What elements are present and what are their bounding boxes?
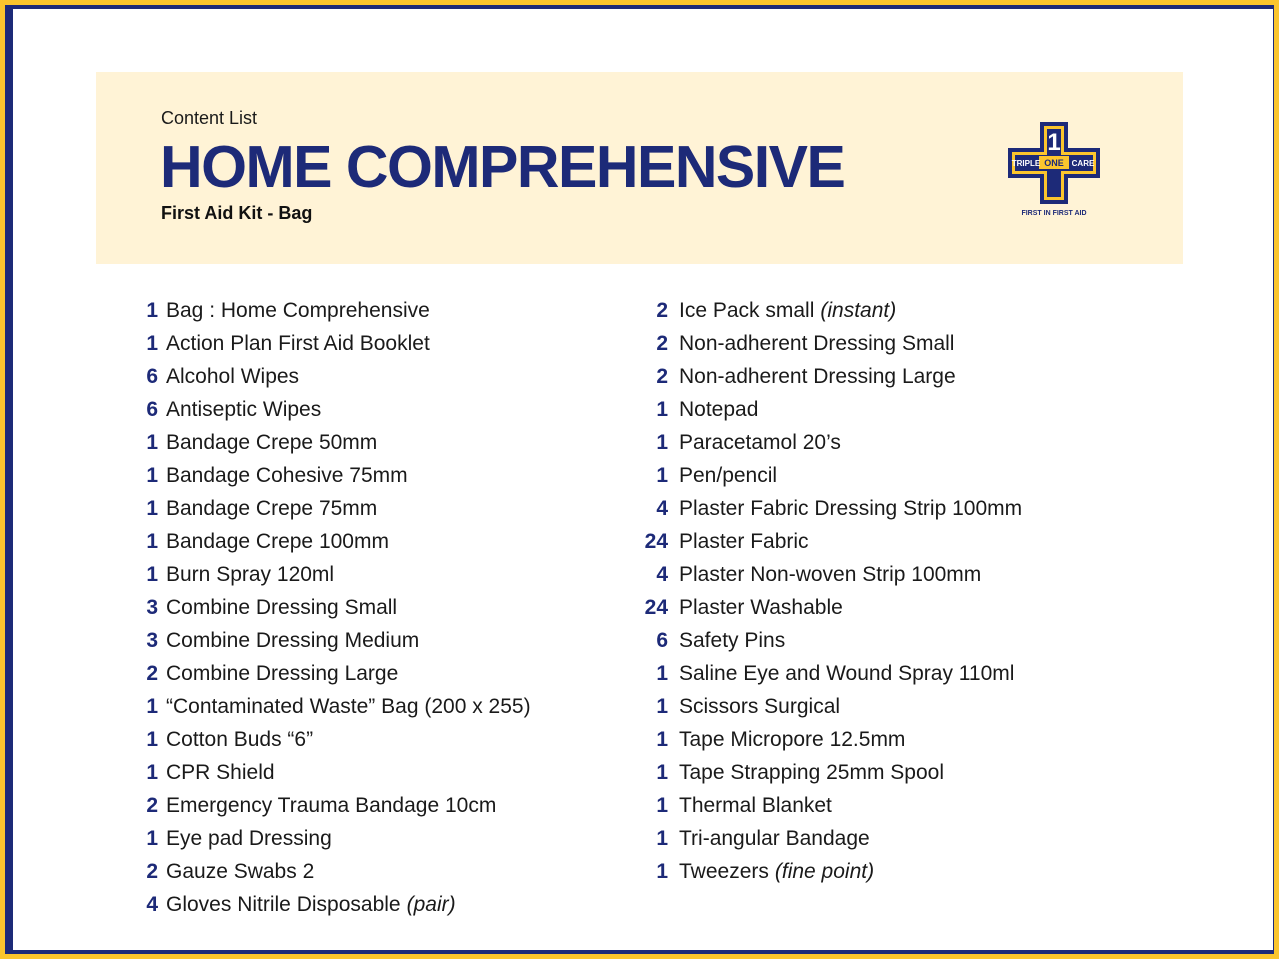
item-note: (pair) bbox=[406, 893, 456, 916]
list-item bbox=[640, 362, 1022, 395]
item-quantity: 2 bbox=[656, 332, 668, 355]
item-name: Cotton Buds “6” bbox=[166, 728, 314, 751]
item-name: Eye pad Dressing bbox=[166, 827, 332, 850]
list-item bbox=[130, 791, 531, 824]
item-name: Tweezers bbox=[679, 860, 769, 883]
item-name: Bag : Home Comprehensive bbox=[166, 299, 430, 322]
list-item bbox=[130, 560, 531, 593]
item-quantity: 6 bbox=[146, 365, 158, 388]
item-quantity: 1 bbox=[656, 431, 668, 454]
item-name: Tape Strapping 25mm Spool bbox=[679, 761, 944, 784]
list-item bbox=[640, 758, 1022, 791]
list-item bbox=[130, 857, 531, 890]
list-item bbox=[130, 824, 531, 857]
item-name: Non-adherent Dressing Small bbox=[679, 332, 955, 355]
content-list-label: Content List bbox=[161, 108, 258, 128]
item-quantity: 1 bbox=[146, 464, 158, 487]
item-name: Pen/pencil bbox=[679, 464, 778, 487]
item-quantity: 2 bbox=[656, 365, 668, 388]
list-item bbox=[130, 362, 531, 395]
item-quantity: 1 bbox=[656, 794, 668, 817]
logo-word-care: CARE bbox=[1071, 159, 1095, 168]
list-item bbox=[640, 494, 1022, 527]
item-name: Tri-angular Bandage bbox=[679, 827, 870, 850]
logo-number: 1 bbox=[1047, 129, 1061, 156]
list-item bbox=[640, 824, 1022, 857]
item-name: CPR Shield bbox=[166, 761, 275, 784]
item-quantity: 1 bbox=[146, 761, 158, 784]
item-name: Plaster Fabric Dressing Strip 100mm bbox=[679, 497, 1023, 520]
item-quantity: 4 bbox=[146, 893, 158, 916]
item-quantity: 1 bbox=[656, 728, 668, 751]
item-quantity: 1 bbox=[656, 827, 668, 850]
item-quantity: 4 bbox=[656, 497, 668, 520]
list-item bbox=[640, 791, 1022, 824]
item-quantity: 2 bbox=[656, 299, 668, 322]
list-item bbox=[640, 626, 1022, 659]
item-name: Alcohol Wipes bbox=[166, 365, 300, 388]
item-quantity: 1 bbox=[656, 464, 668, 487]
list-item bbox=[130, 461, 531, 494]
item-name: Plaster Non-woven Strip 100mm bbox=[679, 563, 982, 586]
list-item bbox=[640, 725, 1022, 758]
item-name: Gauze Swabs 2 bbox=[166, 860, 315, 883]
item-quantity: 2 bbox=[146, 860, 158, 883]
list-item bbox=[130, 890, 531, 923]
list-item bbox=[130, 329, 531, 362]
list-item bbox=[130, 395, 531, 428]
page-subtitle: First Aid Kit - Bag bbox=[161, 203, 313, 223]
list-item bbox=[130, 527, 531, 560]
item-name: Burn Spray 120ml bbox=[166, 563, 335, 586]
item-name: “Contaminated Waste” Bag (200 x 255) bbox=[166, 695, 531, 718]
item-name: Ice Pack small bbox=[679, 299, 815, 322]
list-item bbox=[640, 329, 1022, 362]
logo-word-one: ONE bbox=[1044, 158, 1064, 168]
item-quantity: 1 bbox=[146, 530, 158, 553]
list-item bbox=[640, 428, 1022, 461]
item-name: Emergency Trauma Bandage 10cm bbox=[166, 794, 497, 817]
item-name: Saline Eye and Wound Spray 110ml bbox=[679, 662, 1015, 685]
item-name: Scissors Surgical bbox=[679, 695, 841, 718]
item-note: (fine point) bbox=[774, 860, 875, 883]
item-quantity: 1 bbox=[656, 662, 668, 685]
item-quantity: 1 bbox=[146, 431, 158, 454]
list-item bbox=[640, 857, 1022, 890]
item-name: Plaster Fabric bbox=[679, 530, 809, 553]
item-quantity: 2 bbox=[146, 794, 158, 817]
item-name: Combine Dressing Large bbox=[166, 662, 399, 685]
item-name: Action Plan First Aid Booklet bbox=[166, 332, 430, 355]
item-list-left bbox=[130, 296, 531, 923]
item-name: Non-adherent Dressing Large bbox=[679, 365, 956, 388]
item-quantity: 1 bbox=[146, 563, 158, 586]
item-name: Bandage Crepe 100mm bbox=[166, 530, 389, 553]
item-quantity: 1 bbox=[146, 332, 158, 355]
triple-one-care-logo bbox=[1006, 120, 1102, 224]
item-name: Bandage Cohesive 75mm bbox=[166, 464, 408, 487]
item-quantity: 24 bbox=[644, 596, 668, 619]
item-quantity: 3 bbox=[146, 629, 158, 652]
item-quantity: 1 bbox=[146, 728, 158, 751]
list-item bbox=[130, 296, 531, 329]
item-quantity: 1 bbox=[656, 860, 668, 883]
list-item bbox=[640, 395, 1022, 428]
item-quantity: 1 bbox=[146, 695, 158, 718]
item-name: Tape Micropore 12.5mm bbox=[679, 728, 906, 751]
item-name: Bandage Crepe 75mm bbox=[166, 497, 378, 520]
list-item bbox=[640, 461, 1022, 494]
item-quantity: 4 bbox=[656, 563, 668, 586]
item-quantity: 1 bbox=[146, 827, 158, 850]
item-name: Combine Dressing Small bbox=[166, 596, 398, 619]
item-quantity: 1 bbox=[146, 497, 158, 520]
list-item bbox=[130, 659, 531, 692]
list-item bbox=[130, 494, 531, 527]
list-item bbox=[130, 758, 531, 791]
list-item bbox=[640, 560, 1022, 593]
item-quantity: 1 bbox=[146, 299, 158, 322]
item-quantity: 3 bbox=[146, 596, 158, 619]
item-quantity: 6 bbox=[146, 398, 158, 421]
list-item bbox=[130, 593, 531, 626]
logo-tagline: FIRST IN FIRST AID bbox=[1021, 210, 1087, 217]
item-quantity: 1 bbox=[656, 398, 668, 421]
item-name: Notepad bbox=[679, 398, 759, 421]
item-name: Antiseptic Wipes bbox=[166, 398, 322, 421]
list-item bbox=[640, 593, 1022, 626]
item-name: Paracetamol 20’s bbox=[679, 431, 841, 454]
list-item bbox=[130, 692, 531, 725]
list-item bbox=[640, 527, 1022, 560]
list-item bbox=[130, 626, 531, 659]
list-item bbox=[640, 296, 1022, 329]
item-list-right bbox=[640, 296, 1022, 890]
list-item bbox=[640, 659, 1022, 692]
item-name: Combine Dressing Medium bbox=[166, 629, 420, 652]
list-item bbox=[130, 428, 531, 461]
item-name: Gloves Nitrile Disposable bbox=[166, 893, 401, 916]
item-quantity: 24 bbox=[644, 530, 668, 553]
item-name: Safety Pins bbox=[679, 629, 786, 652]
page-title: HOME COMPREHENSIVE bbox=[160, 134, 845, 200]
logo-word-triple: TRIPLE bbox=[1011, 159, 1041, 168]
item-quantity: 1 bbox=[656, 695, 668, 718]
item-note: (instant) bbox=[820, 299, 897, 322]
item-quantity: 1 bbox=[656, 761, 668, 784]
item-quantity: 6 bbox=[656, 629, 668, 652]
item-name: Plaster Washable bbox=[679, 596, 843, 619]
list-item bbox=[130, 725, 531, 758]
item-name: Bandage Crepe 50mm bbox=[166, 431, 378, 454]
item-name: Thermal Blanket bbox=[679, 794, 832, 817]
item-quantity: 2 bbox=[146, 662, 158, 685]
list-item bbox=[640, 692, 1022, 725]
